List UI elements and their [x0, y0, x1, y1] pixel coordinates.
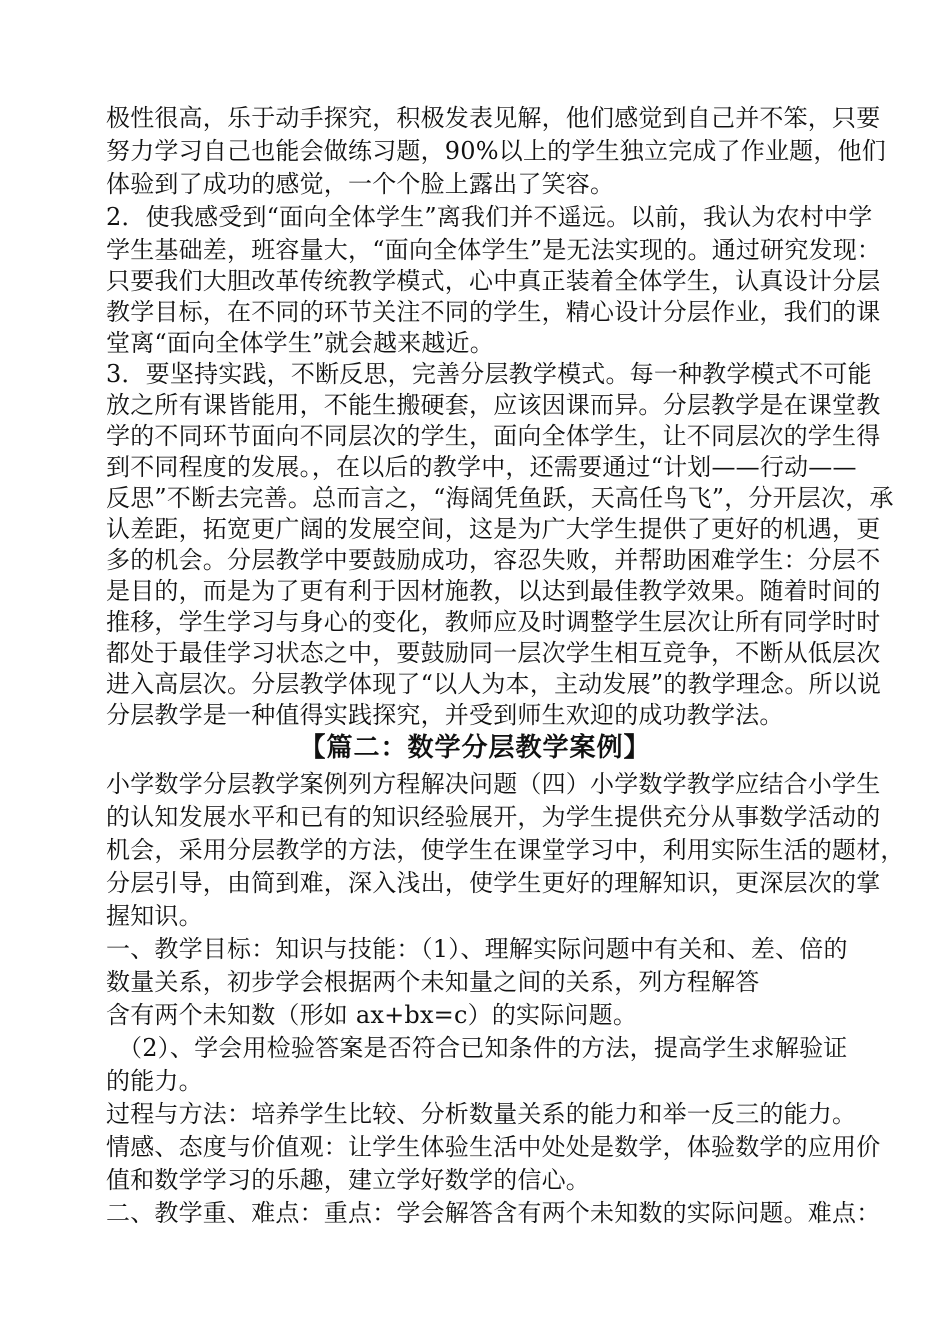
paragraph-line: 值和数学学习的乐趣，建立学好数学的信心。: [106, 1166, 590, 1194]
paragraph-line: 教学目标，在不同的环节关注不同的学生，精心设计分层作业，我们的课: [106, 298, 881, 326]
paragraph-line: 小学数学分层教学案例列方程解决问题（四）小学数学教学应结合小学生: [106, 770, 881, 798]
paragraph-line: 都处于最佳学习状态之中，要鼓励同一层次学生相互竞争，不断从低层次: [106, 639, 881, 667]
paragraph-line: 多的机会。分层教学中要鼓励成功，容忍失败，并帮助困难学生：分层不: [106, 546, 881, 574]
paragraph-line: 认差距，拓宽更广阔的发展空间，这是为广大学生提供了更好的机遇，更: [106, 515, 881, 543]
paragraph-line: 学的不同环节面向不同层次的学生，面向全体学生，让不同层次的学生得: [106, 422, 881, 450]
paragraph-line: 极性很高，乐于动手探究，积极发表见解，他们感觉到自己并不笨，只要: [106, 104, 881, 132]
paragraph-line: 2．使我感受到“面向全体学生”离我们并不遥远。以前，我认为农村中学: [106, 203, 873, 231]
paragraph-line: 分层引导，由简到难，深入浅出，使学生更好的理解知识，更深层次的掌: [106, 869, 881, 897]
paragraph-line: 学生基础差，班容量大，“面向全体学生”是无法实现的。通过研究发现：: [106, 236, 882, 264]
paragraph-line: 放之所有课皆能用，不能生搬硬套，应该因课而异。分层教学是在课堂教: [106, 391, 881, 419]
paragraph-line: 情感、态度与价值观：让学生体验生活中处处是数学，体验数学的应用价: [106, 1133, 881, 1161]
paragraph-line: 一、教学目标：知识与技能：（1）、理解实际问题中有关和、差、倍的: [106, 935, 848, 963]
paragraph-line: 过程与方法：培养学生比较、分析数量关系的能力和举一反三的能力。: [106, 1100, 857, 1128]
paragraph-line: 只要我们大胆改革传统教学模式，心中真正装着全体学生，认真设计分层: [106, 267, 881, 295]
paragraph-line: 的能力。: [106, 1067, 203, 1095]
paragraph-line: 堂离“面向全体学生”就会越来越近。: [106, 329, 494, 357]
paragraph-line: 是目的，而是为了更有利于因材施教，以达到最佳教学效果。随着时间的: [106, 577, 881, 605]
paragraph-line: 3．要坚持实践，不断反思，完善分层教学模式。每一种教学模式不可能: [106, 360, 872, 388]
paragraph-line: 体验到了成功的感觉，一个个脸上露出了笑容。: [106, 170, 615, 198]
paragraph-line: 握知识。: [106, 902, 203, 930]
section-heading: 【篇二：数学分层教学案例】: [299, 733, 651, 763]
paragraph-line: 分层教学是一种值得实践探究，并受到师生欢迎的成功教学法。: [106, 701, 784, 729]
paragraph-line: 到不同程度的发展。，在以后的教学中，还需要通过“计划——行动——: [106, 453, 857, 481]
paragraph-line: 的认知发展水平和已有的知识经验展开，为学生提供充分从事数学活动的: [106, 803, 881, 831]
paragraph-line: 努力学习自己也能会做练习题，90%以上的学生独立完成了作业题，他们: [106, 137, 886, 165]
paragraph-line: 推移，学生学习与身心的变化，教师应及时调整学生层次让所有同学时时: [106, 608, 881, 636]
paragraph-line: 含有两个未知数（形如 ax+bx=c）的实际问题。: [106, 1001, 638, 1029]
paragraph-line: 二、教学重、难点：重点：学会解答含有两个未知数的实际问题。难点：: [106, 1199, 881, 1227]
paragraph-line: 进入高层次。分层教学体现了“以人为本，主动发展”的教学理念。所以说: [106, 670, 882, 698]
paragraph-line: 反思”不断去完善。总而言之，“海阔凭鱼跃，天高任鸟飞”，分开层次，承: [106, 484, 894, 512]
paragraph-line: 机会，采用分层教学的方法，使学生在课堂学习中，利用实际生活的题材，: [106, 836, 905, 864]
paragraph-line: 数量关系，初步学会根据两个未知量之间的关系，列方程解答: [106, 968, 760, 996]
paragraph-line: （2）、学会用检验答案是否符合已知条件的方法，提高学生求解验证: [118, 1034, 848, 1062]
